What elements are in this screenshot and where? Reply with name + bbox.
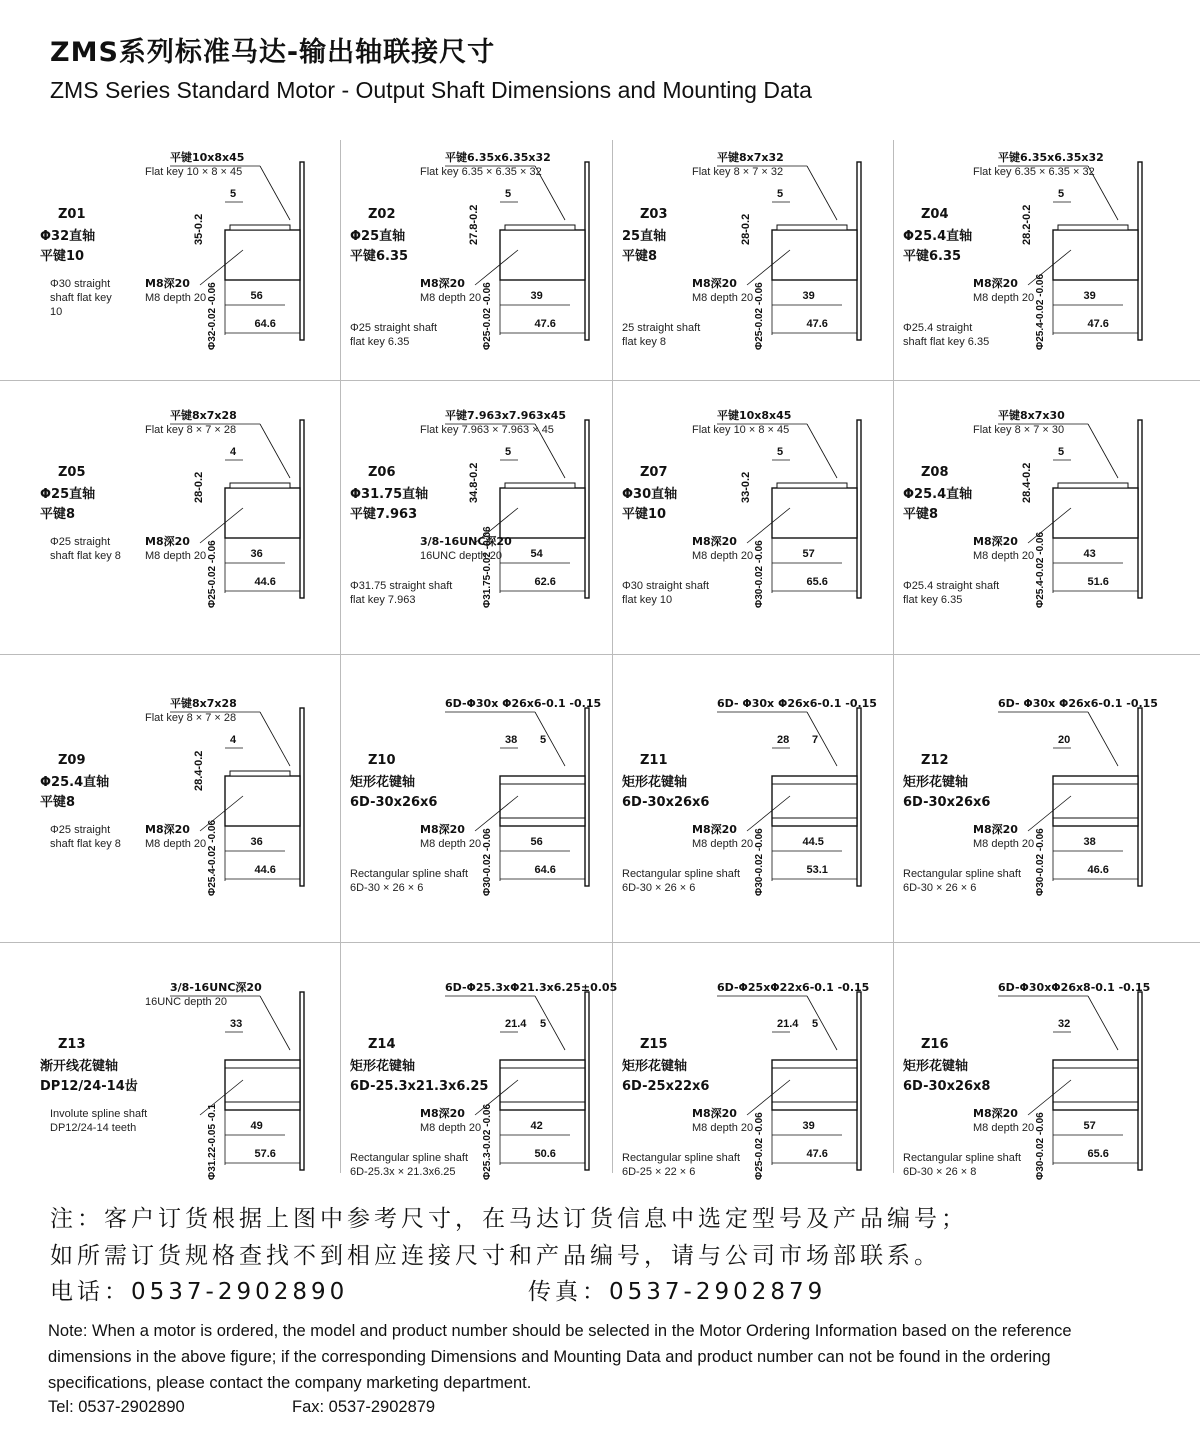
inner-length-dim: 49 <box>250 1120 263 1132</box>
key-spec-en: Flat key 10 × 8 × 45 <box>145 166 243 178</box>
inner-length-dim: 54 <box>530 548 543 560</box>
key-offset-dim: 33 <box>230 1018 243 1030</box>
diameter-dim: Φ32-0.02 -0.06 <box>207 282 218 350</box>
diameter-dim: Φ25.3-0.02 -0.06 <box>482 1103 493 1180</box>
diameter-dim: Φ25-0.02 -0.06 <box>482 282 493 350</box>
shaft-type-cn: 渐开线花键轴 <box>40 1059 119 1074</box>
outer-length-dim: 65.6 <box>1087 1148 1109 1160</box>
shaft-drawing <box>30 696 330 926</box>
shaft-desc-en-1: Φ25 straight shaft <box>350 322 438 334</box>
shaft-type-cn: 矩形花键轴 <box>903 775 969 790</box>
shaft-code: Z14 <box>368 1037 396 1052</box>
diameter-dim: Φ30-0.02 -0.06 <box>482 828 493 896</box>
diameter-dim: Φ25-0.02 -0.06 <box>207 540 218 608</box>
shaft-code: Z05 <box>58 465 86 480</box>
outer-length-dim: 64.6 <box>254 318 276 330</box>
shaft-code: Z13 <box>58 1037 86 1052</box>
key-spec-cn: 平键8x7x28 <box>170 697 237 710</box>
shaft-cell-z08 <box>893 408 1173 638</box>
shaft-code: Z07 <box>640 465 668 480</box>
outer-length-dim: 53.1 <box>806 864 828 876</box>
shaft-key-cn: 平键8 <box>40 507 76 522</box>
height-dim: 27.8-0.2 <box>468 204 480 245</box>
shaft-code: Z02 <box>368 207 396 222</box>
thread-spec-cn: 3/8-16UNC深20 <box>420 535 512 548</box>
shaft-type-cn: Φ25.4直轴 <box>40 775 110 790</box>
thread-spec-cn: M8深20 <box>145 535 190 548</box>
key-offset-dim: 4 <box>230 734 237 746</box>
key-spec-en: Flat key 8 × 7 × 28 <box>145 712 237 724</box>
diameter-dim: Φ25-0.02 -0.06 <box>754 1112 765 1180</box>
key-spec-cn: 平键7.963x7.963x45 <box>445 409 567 422</box>
thread-spec-en: M8 depth 20 <box>973 550 1035 562</box>
row-divider <box>0 380 1200 381</box>
shaft-desc-en-2: 6D-30 × 26 × 6 <box>903 882 977 894</box>
shaft-desc-en-1: Rectangular spline shaft <box>903 868 1022 880</box>
key-offset-dim: 21.4 <box>777 1018 799 1030</box>
shaft-body <box>1053 230 1138 280</box>
thread-spec-en: M8 depth 20 <box>692 1122 754 1134</box>
key-spec-cn: 6D-Φ30x Φ26x6-0.1 -0.15 <box>445 697 602 710</box>
shaft-cell-z07 <box>612 408 892 638</box>
thread-spec-en: M8 depth 20 <box>973 838 1035 850</box>
key-spec-cn: 6D-Φ25.3xΦ21.3x6.25±0.05 <box>445 981 618 994</box>
note-cn-fax: 传真：0537-2902879 <box>528 1279 827 1305</box>
shaft-desc-en-2: 6D-30 × 26 × 6 <box>350 882 424 894</box>
note-en-fax: Fax: 0537-2902879 <box>292 1398 436 1416</box>
shaft-desc-en-1: Rectangular spline shaft <box>622 1152 741 1164</box>
shaft-desc-en-1: Rectangular spline shaft <box>350 1152 469 1164</box>
outer-length-dim: 50.6 <box>534 1148 556 1160</box>
inner-length-dim: 57 <box>1083 1120 1096 1132</box>
shaft-body <box>500 230 585 280</box>
key-spec-cn: 6D- Φ30x Φ26x6-0.1 -0.15 <box>717 697 877 710</box>
thread-spec-cn: M8深20 <box>692 277 737 290</box>
shaft-desc-en-1: Φ25 straight <box>50 824 111 836</box>
shaft-type-cn: 矩形花键轴 <box>350 1059 416 1074</box>
shaft-type-cn: Φ25直轴 <box>40 487 96 502</box>
key-spec-en: Flat key 6.35 × 6.35 × 32 <box>420 166 542 178</box>
shaft-key-cn: 平键8 <box>903 507 939 522</box>
inner-length-dim: 42 <box>530 1120 543 1132</box>
shaft-desc-en-2: flat key 6.35 <box>350 336 410 348</box>
shaft-cell-z03 <box>612 150 892 380</box>
shaft-desc-en-2: shaft flat key 8 <box>50 838 121 850</box>
shaft-cell-z05 <box>30 408 310 638</box>
key-offset-dim: 32 <box>1058 1018 1071 1030</box>
shaft-cell-z11 <box>612 696 892 926</box>
diameter-dim: Φ30-0.02 -0.06 <box>1035 828 1046 896</box>
key-offset-dim: 20 <box>1058 734 1071 746</box>
key-spec-cn: 平键6.35x6.35x32 <box>998 151 1104 164</box>
shaft-desc-en-2: flat key 6.35 <box>903 594 963 606</box>
shaft-type-cn: 矩形花键轴 <box>622 1059 688 1074</box>
key-spec-en: Flat key 8 × 7 × 30 <box>973 424 1065 436</box>
shaft-desc-en-2: 6D-25 × 22 × 6 <box>622 1166 696 1178</box>
note-cn-tel: 电话：0537-2902890 <box>50 1279 349 1305</box>
shaft-type-cn: 矩形花键轴 <box>903 1059 969 1074</box>
key-spec-cn: 平键6.35x6.35x32 <box>445 151 551 164</box>
shaft-key-cn: 平键8 <box>40 795 76 810</box>
height-dim: 28.4-0.2 <box>1021 462 1033 503</box>
key-spec-cn: 6D-Φ25xΦ22x6-0.1 -0.15 <box>717 981 870 994</box>
shaft-cell-z02 <box>340 150 620 380</box>
thread-spec-en: M8 depth 20 <box>692 292 754 304</box>
key-leader <box>1088 424 1118 478</box>
shaft-key-cn: 平键6.35 <box>350 249 409 264</box>
shaft-desc-en-1: Φ31.75 straight shaft <box>350 580 453 592</box>
shaft-body <box>772 230 857 280</box>
key-offset-dim: 5 <box>1058 188 1065 200</box>
key-spec-en: Flat key 10 × 8 × 45 <box>692 424 790 436</box>
shaft-desc-en-1: Φ25.4 straight <box>903 322 973 334</box>
key-slot <box>230 771 290 776</box>
thread-spec-cn: M8深20 <box>973 823 1018 836</box>
thread-spec-cn: M8深20 <box>692 823 737 836</box>
inner-length-dim: 43 <box>1083 548 1096 560</box>
height-dim: 35-0.2 <box>193 213 205 245</box>
diameter-dim: Φ30-0.02 -0.06 <box>754 540 765 608</box>
shaft-code: Z10 <box>368 753 396 768</box>
shaft-code: Z06 <box>368 465 396 480</box>
shaft-key-cn: 6D-25.3x21.3x6.25 <box>350 1079 489 1094</box>
key-offset-dim: 28 <box>777 734 790 746</box>
diameter-dim: Φ30-0.02 -0.06 <box>1035 1112 1046 1180</box>
shaft-type-cn: 25直轴 <box>622 229 667 244</box>
thread-spec-en: M8 depth 20 <box>420 838 482 850</box>
key-slot <box>230 225 290 230</box>
note-en: Note: When a motor is ordered, the model and product number should be selected in the Motor Ordering Information based on the reference dimensions in the above figure; if the corresponding Dimensions and Mounting Data and product number can not be found in the ordering specifications, please contact the company marketing department. <box>48 1322 1072 1392</box>
shaft-cell-z15 <box>612 980 892 1210</box>
thread-spec-cn: M8深20 <box>420 1107 465 1120</box>
thread-spec-cn: M8深20 <box>420 277 465 290</box>
outer-length-dim: 46.6 <box>1087 864 1109 876</box>
thread-spec-cn: M8深20 <box>692 535 737 548</box>
height-dim: 33-0.2 <box>740 471 752 503</box>
diameter-dim: Φ25.4-0.02 -0.06 <box>207 819 218 896</box>
shaft-drawing <box>30 150 330 380</box>
shaft-cell-z12 <box>893 696 1173 926</box>
thread-spec-cn: M8深20 <box>973 277 1018 290</box>
key-slot <box>1058 483 1128 488</box>
key-spec-cn: 平键10x8x45 <box>717 409 792 422</box>
inner-length-dim: 36 <box>250 836 263 848</box>
shaft-code: Z15 <box>640 1037 668 1052</box>
key-offset-dim-2: 5 <box>540 734 547 746</box>
key-offset-dim: 5 <box>505 446 512 458</box>
key-spec-en: Flat key 7.963 × 7.963 × 45 <box>420 424 554 436</box>
shaft-desc-en-1: Involute spline shaft <box>50 1108 148 1120</box>
shaft-desc-en-2: flat key 7.963 <box>350 594 416 606</box>
thread-spec-en: M8 depth 20 <box>420 292 482 304</box>
shaft-key-cn: 平键6.35 <box>903 249 962 264</box>
outer-length-dim: 47.6 <box>1087 318 1109 330</box>
note-en-tel: Tel: 0537-2902890 <box>48 1398 185 1416</box>
outer-length-dim: 57.6 <box>254 1148 276 1160</box>
height-dim: 28-0.2 <box>193 471 205 503</box>
shaft-drawing <box>30 408 330 638</box>
outer-length-dim: 47.6 <box>534 318 556 330</box>
shaft-code: Z04 <box>921 207 949 222</box>
shaft-key-cn: DP12/24-14齿 <box>40 1079 138 1094</box>
height-dim: 34.8-0.2 <box>468 462 480 503</box>
key-spec-en: Flat key 8 × 7 × 32 <box>692 166 784 178</box>
key-leader <box>1088 712 1118 766</box>
key-leader <box>260 424 290 478</box>
shaft-type-cn: Φ32直轴 <box>40 229 96 244</box>
page-title-cn: ZMS系列标准马达-输出轴联接尺寸 <box>50 37 496 68</box>
thread-spec-en: 16UNC depth 20 <box>420 550 502 562</box>
outer-length-dim: 44.6 <box>254 576 276 588</box>
row-divider <box>0 942 1200 943</box>
shaft-key-cn: 6D-30x26x6 <box>903 795 991 810</box>
key-slot <box>777 225 847 230</box>
outer-length-dim: 47.6 <box>806 1148 828 1160</box>
shaft-desc-en-1: Φ25.4 straight shaft <box>903 580 1000 592</box>
shaft-desc-en-2: 6D-25.3x × 21.3x6.25 <box>350 1166 456 1178</box>
shaft-desc-en-3: 10 <box>50 306 63 318</box>
shaft-key-cn: 平键10 <box>622 507 667 522</box>
key-slot <box>505 483 575 488</box>
shaft-cell-z06 <box>340 408 620 638</box>
shaft-cell-z04 <box>893 150 1173 380</box>
shaft-desc-en-2: flat key 8 <box>622 336 667 348</box>
key-offset-dim: 5 <box>230 188 237 200</box>
key-leader <box>807 166 837 220</box>
inner-length-dim: 39 <box>530 290 543 302</box>
shaft-desc-en-2: DP12/24-14 teeth <box>50 1122 137 1134</box>
key-leader <box>260 166 290 220</box>
diameter-dim: Φ25.4-0.02 -0.06 <box>1035 273 1046 350</box>
shaft-key-cn: 6D-25x22x6 <box>622 1079 710 1094</box>
shaft-desc-en-1: Φ30 straight shaft <box>622 580 710 592</box>
shaft-code: Z01 <box>58 207 86 222</box>
shaft-desc-en-2: flat key 10 <box>622 594 673 606</box>
key-leader <box>1088 996 1118 1050</box>
key-slot <box>505 225 575 230</box>
shaft-desc-en-1: Φ30 straight <box>50 278 111 290</box>
key-spec-en: Flat key 8 × 7 × 28 <box>145 424 237 436</box>
outer-length-dim: 47.6 <box>806 318 828 330</box>
shaft-code: Z08 <box>921 465 949 480</box>
shaft-key-cn: 平键7.963 <box>350 507 418 522</box>
thread-spec-cn: M8深20 <box>420 823 465 836</box>
note-cn-line2: 如所需订货规格查找不到相应连接尺寸和产品编号，请与公司市场部联系。 <box>50 1243 941 1269</box>
outer-length-dim: 65.6 <box>806 576 828 588</box>
outer-length-dim: 62.6 <box>534 576 556 588</box>
note-cn-line1: 注：客户订货根据上图中参考尺寸，在马达订货信息中选定型号及产品编号； <box>50 1206 968 1232</box>
key-offset-dim: 5 <box>1058 446 1065 458</box>
diameter-dim: Φ25-0.02 -0.06 <box>754 282 765 350</box>
thread-spec-en: M8 depth 20 <box>145 292 207 304</box>
key-slot <box>230 483 290 488</box>
shaft-grid <box>0 140 1200 1180</box>
shaft-type-cn: 矩形花键轴 <box>350 775 416 790</box>
thread-spec-en: M8 depth 20 <box>973 1122 1035 1134</box>
key-offset-dim-2: 5 <box>812 1018 819 1030</box>
shaft-body <box>1053 488 1138 538</box>
inner-length-dim: 39 <box>802 290 815 302</box>
key-offset-dim: 21.4 <box>505 1018 527 1030</box>
key-spec-cn: 6D- Φ30x Φ26x6-0.1 -0.15 <box>998 697 1158 710</box>
shaft-cell-z01 <box>30 150 310 380</box>
shaft-drawing <box>30 980 330 1210</box>
key-spec-cn: 平键8x7x28 <box>170 409 237 422</box>
shaft-code: Z09 <box>58 753 86 768</box>
outer-length-dim: 44.6 <box>254 864 276 876</box>
shaft-desc-en-1: 25 straight shaft <box>622 322 701 334</box>
inner-length-dim: 57 <box>802 548 815 560</box>
diameter-dim: Φ30-0.02 -0.06 <box>754 828 765 896</box>
key-spec-cn: 3/8-16UNC深20 <box>170 981 262 994</box>
thread-spec-en: M8 depth 20 <box>973 292 1035 304</box>
shaft-key-cn: 6D-30x26x6 <box>350 795 438 810</box>
key-leader <box>260 712 290 766</box>
shaft-desc-en-2: shaft flat key <box>50 292 112 304</box>
thread-spec-en: M8 depth 20 <box>692 550 754 562</box>
thread-spec-en: M8 depth 20 <box>420 1122 482 1134</box>
shaft-desc-en-1: Rectangular spline shaft <box>903 1152 1022 1164</box>
thread-spec-cn: M8深20 <box>973 535 1018 548</box>
shaft-cell-z16 <box>893 980 1173 1210</box>
thread-spec-cn: M8深20 <box>145 823 190 836</box>
key-leader <box>260 996 290 1050</box>
key-offset-dim-2: 7 <box>812 734 819 746</box>
outer-length-dim: 64.6 <box>534 864 556 876</box>
shaft-desc-en-1: Φ25 straight <box>50 536 111 548</box>
shaft-cell-z13 <box>30 980 310 1210</box>
key-slot <box>777 483 847 488</box>
inner-length-dim: 36 <box>250 548 263 560</box>
shaft-type-cn: Φ31.75直轴 <box>350 487 429 502</box>
row-divider <box>0 654 1200 655</box>
key-spec-en: 16UNC depth 20 <box>145 996 227 1008</box>
key-spec-cn: 平键8x7x32 <box>717 151 784 164</box>
shaft-body <box>500 488 585 538</box>
thread-spec-en: M8 depth 20 <box>145 838 207 850</box>
key-slot <box>1058 225 1128 230</box>
key-offset-dim: 4 <box>230 446 237 458</box>
shaft-key-cn: 6D-30x26x8 <box>903 1079 991 1094</box>
shaft-desc-en-1: Rectangular spline shaft <box>622 868 741 880</box>
inner-length-dim: 39 <box>802 1120 815 1132</box>
shaft-type-cn: Φ25.4直轴 <box>903 487 973 502</box>
thread-spec-en: M8 depth 20 <box>145 550 207 562</box>
shaft-key-cn: 平键8 <box>622 249 658 264</box>
thread-spec-en: M8 depth 20 <box>692 838 754 850</box>
thread-spec-cn: M8深20 <box>973 1107 1018 1120</box>
thread-spec-cn: M8深20 <box>145 277 190 290</box>
key-spec-cn: 6D-Φ30xΦ26x8-0.1 -0.15 <box>998 981 1151 994</box>
page-title-en: ZMS Series Standard Motor - Output Shaft Dimensions and Mounting Data <box>50 77 812 103</box>
shaft-desc-en-1: Rectangular spline shaft <box>350 868 469 880</box>
key-spec-cn: 平键10x8x45 <box>170 151 245 164</box>
key-offset-dim: 38 <box>505 734 518 746</box>
height-dim: 28.4-0.2 <box>193 750 205 791</box>
key-spec-cn: 平键8x7x30 <box>998 409 1065 422</box>
key-offset-dim: 5 <box>777 188 784 200</box>
inner-length-dim: 38 <box>1083 836 1096 848</box>
key-offset-dim: 5 <box>777 446 784 458</box>
thread-spec-cn: M8深20 <box>692 1107 737 1120</box>
key-leader <box>807 424 837 478</box>
shaft-type-cn: Φ30直轴 <box>622 487 678 502</box>
shaft-body <box>772 488 857 538</box>
diameter-dim: Φ25.4-0.02 -0.06 <box>1035 531 1046 608</box>
inner-length-dim: 44.5 <box>802 836 824 848</box>
inner-length-dim: 56 <box>250 290 263 302</box>
diameter-dim: Φ31.75-0.02 -0.06 <box>482 526 493 608</box>
key-offset-dim: 5 <box>505 188 512 200</box>
shaft-type-cn: Φ25直轴 <box>350 229 406 244</box>
shaft-cell-z10 <box>340 696 620 926</box>
shaft-desc-en-2: 6D-30 × 26 × 8 <box>903 1166 977 1178</box>
outer-length-dim: 51.6 <box>1087 576 1109 588</box>
shaft-desc-en-2: 6D-30 × 26 × 6 <box>622 882 696 894</box>
height-dim: 28.2-0.2 <box>1021 204 1033 245</box>
shaft-type-cn: 矩形花键轴 <box>622 775 688 790</box>
diameter-dim: Φ31.22-0.05 -0.1 <box>207 1103 218 1180</box>
shaft-type-cn: Φ25.4直轴 <box>903 229 973 244</box>
inner-length-dim: 56 <box>530 836 543 848</box>
inner-length-dim: 39 <box>1083 290 1096 302</box>
shaft-desc-en-2: shaft flat key 8 <box>50 550 121 562</box>
height-dim: 28-0.2 <box>740 213 752 245</box>
shaft-code: Z16 <box>921 1037 949 1052</box>
shaft-cell-z14 <box>340 980 620 1210</box>
shaft-desc-en-2: shaft flat key 6.35 <box>903 336 990 348</box>
shaft-code: Z03 <box>640 207 668 222</box>
shaft-code: Z12 <box>921 753 949 768</box>
shaft-key-cn: 平键10 <box>40 249 85 264</box>
key-offset-dim-2: 5 <box>540 1018 547 1030</box>
shaft-cell-z09 <box>30 696 310 926</box>
shaft-key-cn: 6D-30x26x6 <box>622 795 710 810</box>
key-spec-en: Flat key 6.35 × 6.35 × 32 <box>973 166 1095 178</box>
shaft-code: Z11 <box>640 753 668 768</box>
